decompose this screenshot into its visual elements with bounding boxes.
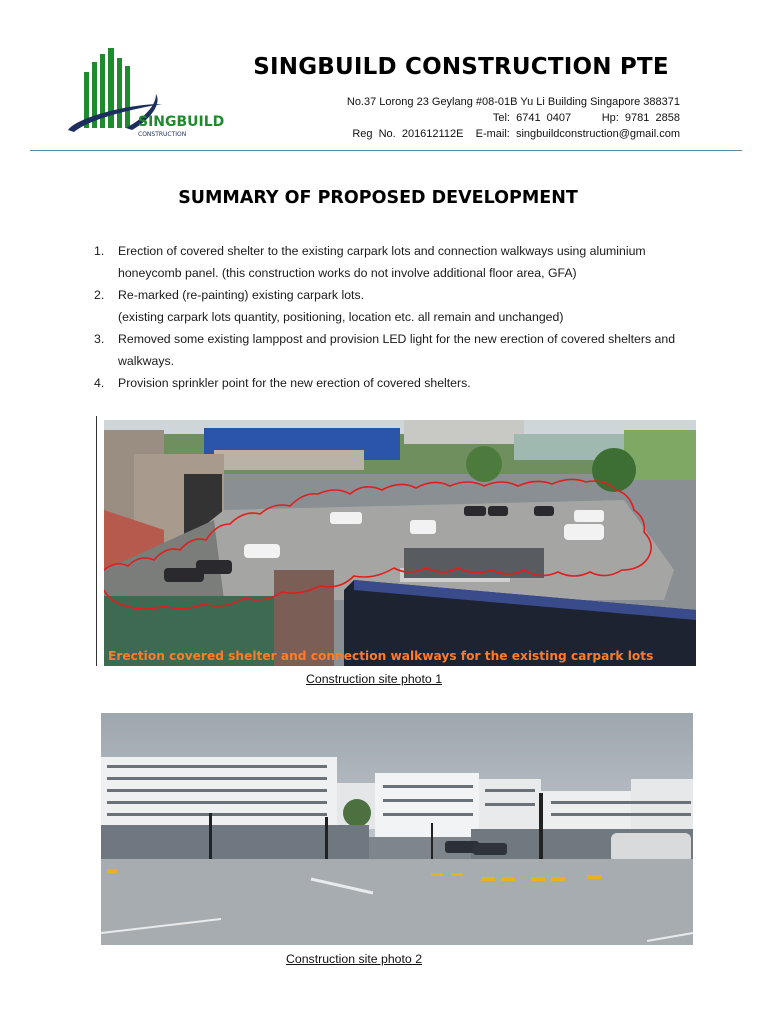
list-item	[94, 240, 704, 284]
company-registration: Reg No. 201612112E E-mail: singbuildconstruction@gmail.com	[352, 128, 680, 140]
list-item-text: Provision sprinkler point for the new erection of covered shelters.	[118, 376, 471, 390]
logo-wordmark: SINGBUILD	[138, 114, 225, 130]
list-item-text: Removed some existing lamppost and provision LED light for the new erection of covered shelters and walkways.	[118, 332, 676, 368]
list-item-number: 3.	[94, 332, 105, 346]
photo-1-caption: Construction site photo 1	[306, 672, 443, 686]
list-item	[94, 284, 704, 328]
document-title: SUMMARY OF PROPOSED DEVELOPMENT	[178, 188, 578, 208]
company-address: No.37 Lorong 23 Geylang #08-01B Yu Li Building Singapore 388371	[346, 96, 680, 108]
list-item-text: Erection of covered shelter to the existing carpark lots and connection walkways using aluminium honeycomb panel. (this construction works do not involve additional floor area, GFA)	[118, 244, 646, 280]
company-name: SINGBUILD CONSTRUCTION PTE	[253, 54, 669, 80]
company-logo	[66, 44, 226, 142]
list-item-number: 1.	[94, 244, 105, 258]
list-item-subtext: (existing carpark lots quantity, positioning, location etc. all remain and unchanged)	[118, 310, 564, 324]
margin-line	[96, 416, 97, 666]
list-item	[94, 328, 704, 372]
photo-2-caption: Construction site photo 2	[286, 952, 423, 966]
list-item-text: Re-marked (re-painting) existing carpark lots.	[118, 288, 365, 302]
list-item-number: 4.	[94, 376, 105, 390]
photo-1-overlay-text: Erection covered shelter and connection walkways for the existing carpark lots	[108, 649, 654, 663]
list-item	[94, 372, 704, 394]
development-summary-list	[94, 240, 704, 394]
header-divider	[30, 150, 742, 151]
construction-site-photo-2	[101, 713, 693, 945]
list-item-number: 2.	[94, 288, 105, 302]
logo-subtext: CONSTRUCTION	[138, 131, 187, 138]
company-contact: Tel: 6741 0407 Hp: 9781 2858	[492, 112, 680, 124]
construction-site-photo-1	[104, 420, 696, 666]
